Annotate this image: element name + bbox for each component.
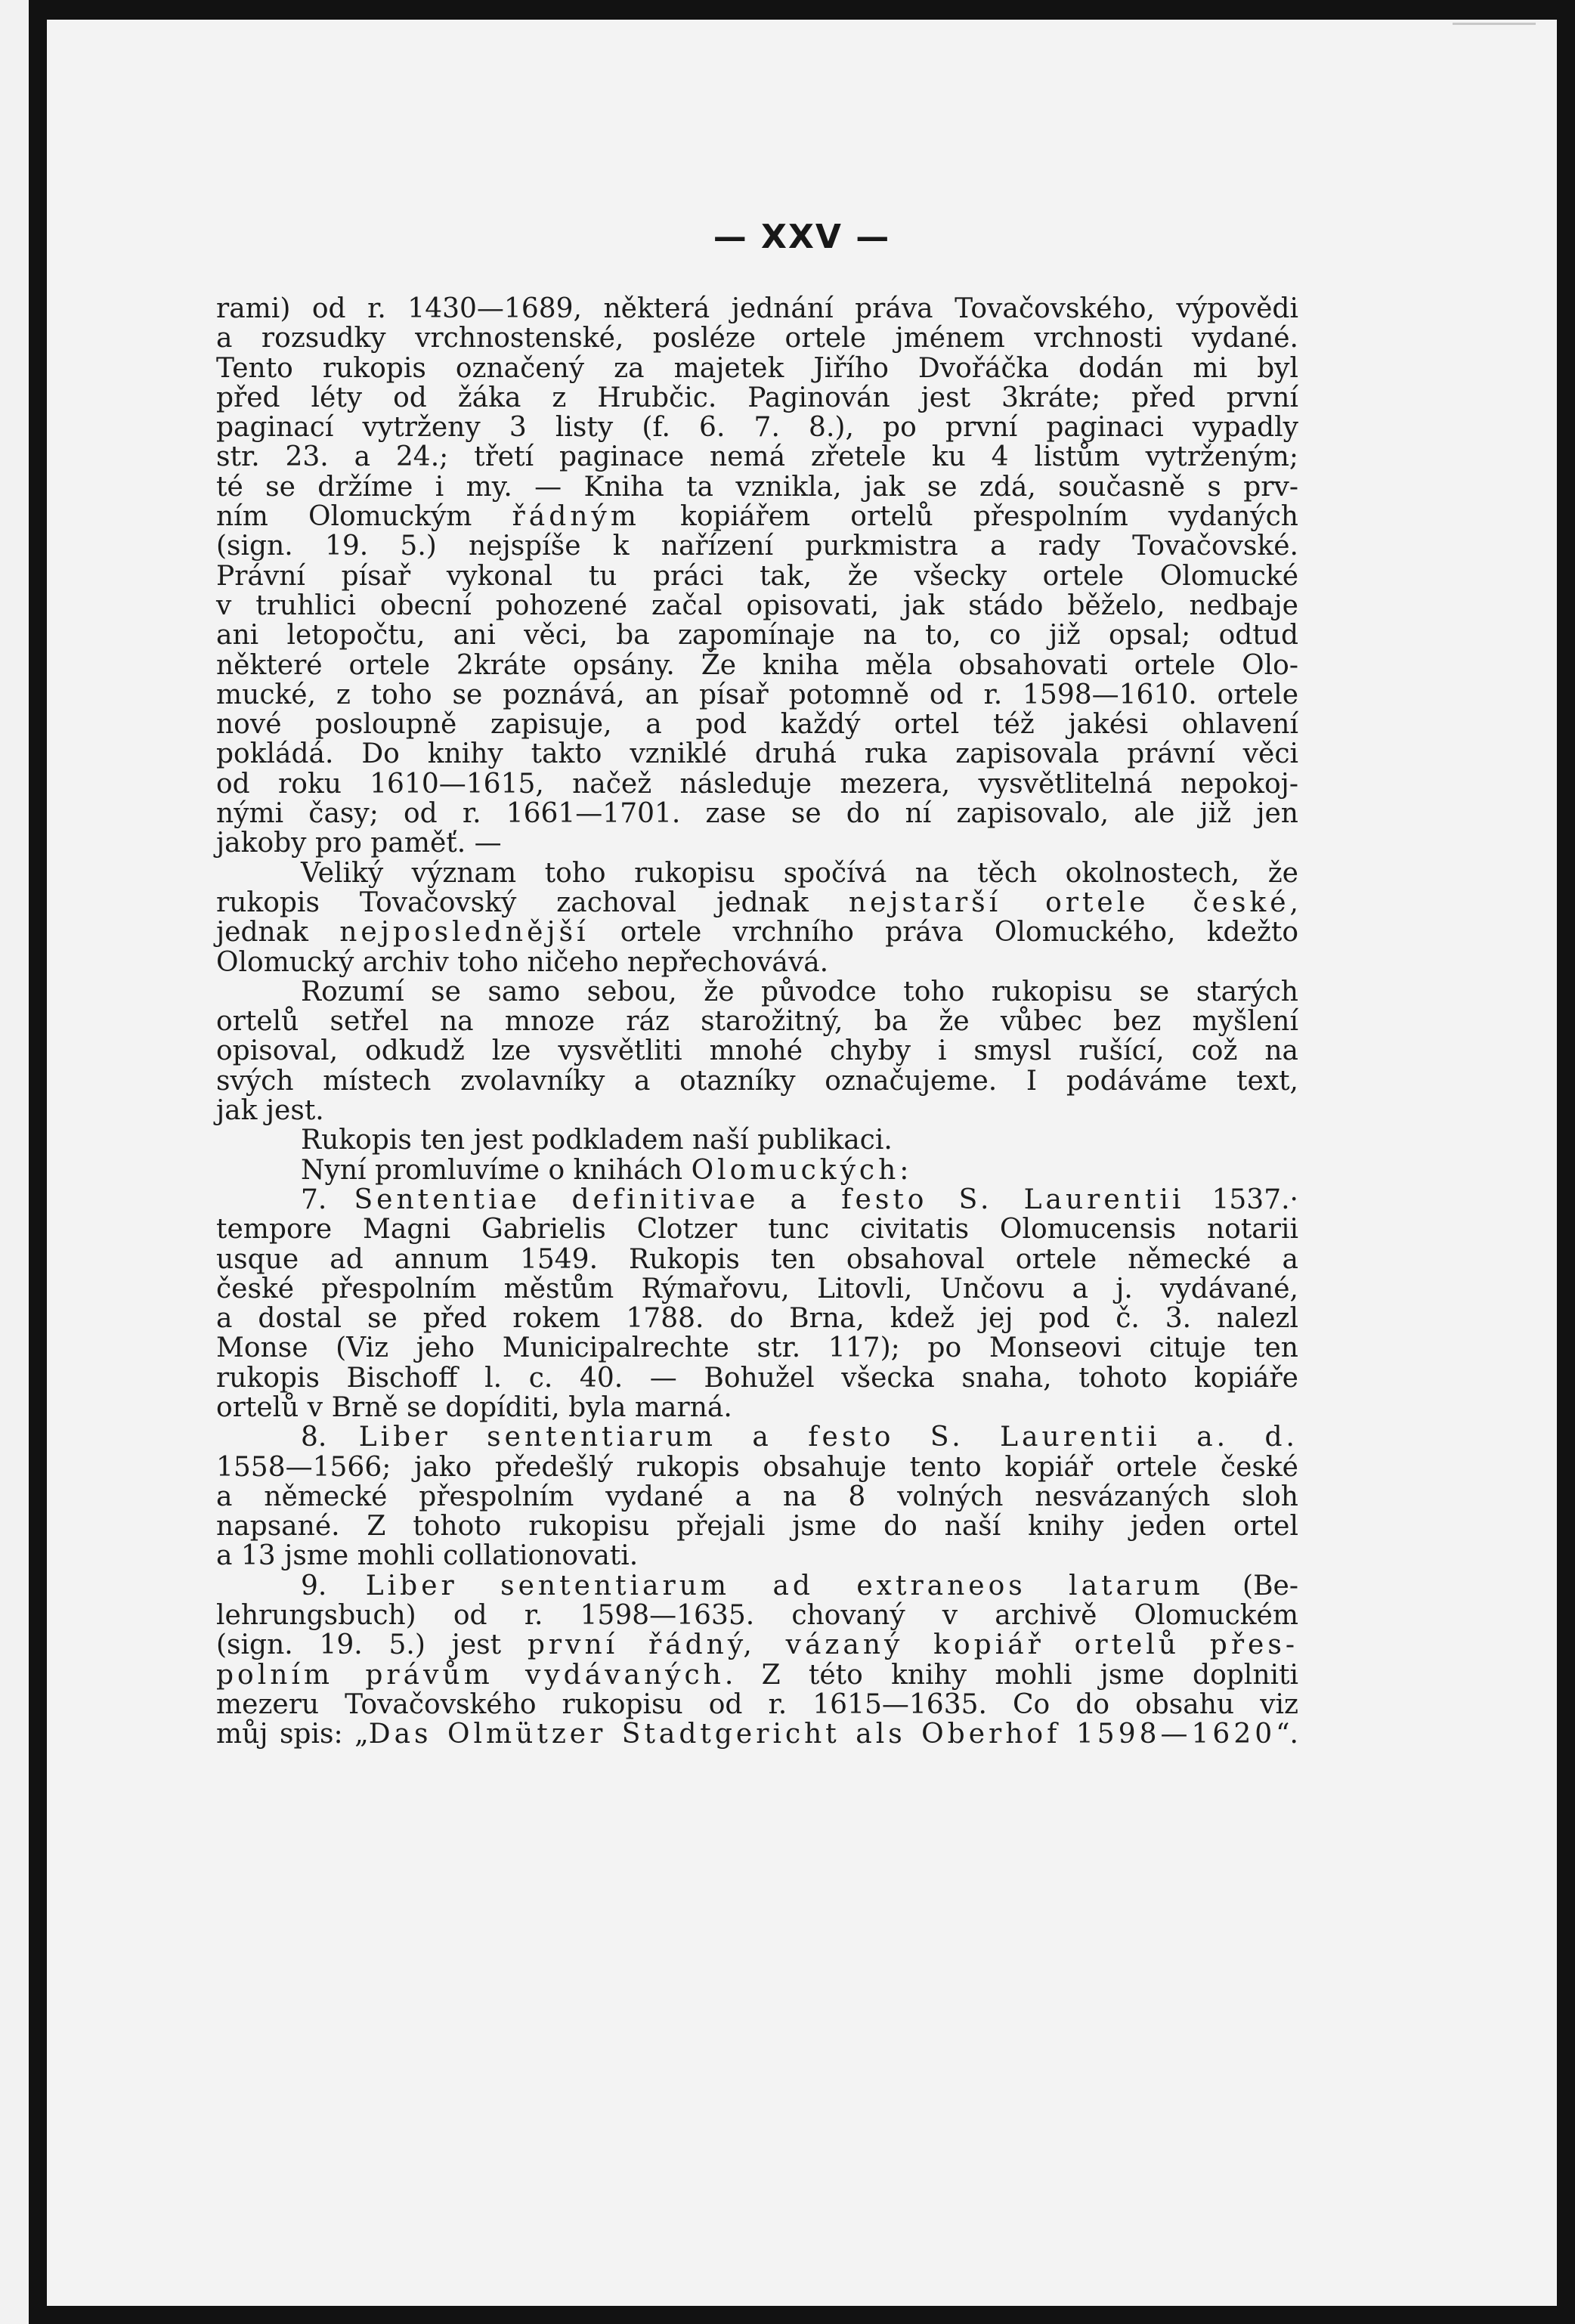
text-line: ortelů v Brně se dopíditi, byla marná. [216, 1391, 732, 1423]
text-line: a rozsudky vrchnostenské, posléze ortele jménem vrchnosti vydané. [216, 323, 1298, 354]
page-number: — XXV — [713, 218, 891, 256]
text-line: Rukopis ten jest podkladem naší publikaci. [301, 1125, 893, 1156]
text-run: Nyní promluvíme o knihách [301, 1154, 692, 1186]
spaced-emphasis: Olomuckých [691, 1154, 900, 1186]
text-line: tempore Magni Gabrielis Clotzer tunc civitatis Olomucensis notarii [216, 1214, 1298, 1246]
text-line: opisoval, odkudž lze vysvětliti mnohé chyby i smysl rušící, což na [216, 1035, 1298, 1067]
spaced-emphasis: nejstarší ortele české [848, 887, 1290, 918]
text-line [216, 1719, 1298, 1749]
text-line [216, 1185, 1298, 1215]
text-run: “. [1276, 1719, 1298, 1750]
text-line [216, 1571, 1298, 1601]
text-line [216, 888, 1298, 918]
text-line: a 13 jsme mohli collationovati. [216, 1540, 639, 1572]
text-line: od roku 1610—1615, načež následuje mezera, vysvětlitelná nepokoj- [216, 768, 1298, 800]
text-line: napsané. Z tohoto rukopisu přejali jsme do naší knihy jeden ortel [216, 1511, 1298, 1543]
text-line [216, 1422, 1298, 1452]
text-line: mezeru Tovačovského rukopisu od r. 1615—1635. Co do obsahu viz [216, 1688, 1298, 1720]
text-line: nové posloupně zapisuje, a pod každý ortel též jakési ohlavení [216, 709, 1298, 741]
text-run: . Z této knihy mohli jsme doplniti [724, 1659, 1298, 1691]
text-line: před léty od žáka z Hrubčic. Paginován jest 3kráte; před první [216, 382, 1298, 413]
text-run: 8. [301, 1422, 359, 1453]
text-line [216, 1630, 1298, 1660]
text-line: v truhlici obecní pohozené začal opisovati, jak stádo běželo, nedbaje [216, 590, 1298, 621]
left-page-edge [0, 0, 29, 2324]
body-text [216, 294, 1298, 1750]
spaced-emphasis: řádným [512, 501, 640, 533]
book-page [47, 20, 1557, 2306]
text-run: (sign. 19. 5.) jest [216, 1629, 528, 1661]
text-line: Právní písař vykonal tu práci tak, že všecky ortele Olomucké [216, 560, 1298, 592]
text-line: rami) od r. 1430—1689, některá jednání práva Tovačovského, výpovědi [216, 293, 1298, 324]
text-run: 7. [301, 1184, 354, 1215]
text-line: nými časy; od r. 1661—1701. zase se do ní zapisovalo, ale již jen [216, 798, 1298, 830]
text-run: kopiářem ortelů přespolním vydaných [639, 501, 1298, 533]
text-line: svých místech zvolavníky a otazníky označujeme. I podáváme text, [216, 1065, 1298, 1097]
text-line: jakoby pro paměť. — [216, 828, 502, 859]
spaced-emphasis: Sententiae definitivae a festo S. Laurentii [354, 1184, 1185, 1215]
text-line: (sign. 19. 5.) nejspíše k nařízení purkmistra a rady Tovačovské. [216, 531, 1298, 562]
spaced-emphasis: polním právům vydávaných [216, 1659, 725, 1691]
text-line [216, 1156, 1298, 1185]
text-run: jednak [216, 917, 340, 948]
text-run: , [1289, 887, 1298, 918]
spaced-emphasis: první řádný, vázaný kopiář ortelů přes- [527, 1629, 1298, 1661]
text-line: a dostal se před rokem 1788. do Brna, kdež jej pod č. 3. nalezl [216, 1303, 1298, 1335]
text-run: ortele vrchního práva Olomuckého, kdežto [589, 917, 1298, 948]
text-line: Veliký význam toho rukopisu spočívá na těch okolnostech, že [301, 857, 1298, 889]
text-line [216, 1660, 1298, 1690]
text-run: můj spis: „ [216, 1719, 369, 1750]
text-line: mucké, z toho se poznává, an písař potomně od r. 1598—1610. ortele [216, 679, 1298, 710]
text-line [216, 502, 1298, 531]
text-line: usque ad annum 1549. Rukopis ten obsahoval ortele německé a [216, 1243, 1298, 1275]
text-run: rukopis Tovačovský zachoval jednak [216, 887, 849, 918]
text-line: české přespolním městům Rýmařovu, Litovli, Unčovu a j. vydávané, [216, 1273, 1298, 1304]
text-line: rukopis Bischoff l. c. 40. — Bohužel všecka snaha, tohoto kopiáře [216, 1362, 1298, 1394]
page-edge-mark [1453, 23, 1536, 25]
text-run: (Be- [1203, 1570, 1298, 1601]
text-line: lehrungsbuch) od r. 1598—1635. chovaný v archivě Olomuckém [216, 1600, 1298, 1632]
text-line: paginací vytrženy 3 listy (f. 6. 7. 8.), po první paginaci vypadly [216, 412, 1298, 444]
text-line: Rozumí se samo sebou, že původce toho rukopisu se starých [301, 976, 1298, 1007]
spaced-emphasis: Liber sententiarum ad extraneos latarum [365, 1570, 1204, 1601]
text-run: 9. [301, 1570, 366, 1601]
text-line: některé ortele 2kráte opsány. Že kniha měla obsahovati ortele Olo- [216, 649, 1298, 681]
text-line: té se držíme i my. — Kniha ta vznikla, jak se zdá, současně s prv- [216, 471, 1298, 503]
text-run: : [899, 1154, 909, 1186]
text-line: Monse (Viz jeho Municipalrechte str. 117); po Monseovi cituje ten [216, 1332, 1298, 1364]
text-line [216, 918, 1298, 947]
text-line: Olomucký archiv toho ničeho nepřechovává. [216, 946, 829, 978]
text-run: ním Olomuckým [216, 501, 512, 533]
spaced-emphasis: Liber sententiarum a festo S. Laurentii a. d. [358, 1422, 1298, 1453]
text-line: jak jest. [216, 1095, 324, 1127]
text-line: str. 23. a 24.; třetí paginace nemá zřetele ku 4 listům vytrženým; [216, 441, 1298, 473]
text-line: ortelů setřel na mnoze ráz starožitný, ba že vůbec bez myšlení [216, 1006, 1298, 1038]
text-line: a německé přespolním vydané a na 8 volných nesvázaných sloh [216, 1481, 1298, 1512]
text-run: 1537.· [1184, 1184, 1298, 1215]
spaced-emphasis: nejposlednější [339, 917, 589, 948]
spaced-emphasis: Das Olmützer Stadtgericht als Oberhof 1598—1620 [368, 1719, 1276, 1750]
text-line: 1558—1566; jako předešlý rukopis obsahuje tento kopiář ortele české [216, 1451, 1298, 1483]
text-line: ani letopočtu, ani věci, ba zapomínaje na to, co již opsal; odtud [216, 620, 1298, 651]
text-line: Tento rukopis označený za majetek Jiřího Dvořáčka dodán mi byl [216, 352, 1298, 384]
text-line: pokládá. Do knihy takto vzniklé druhá ruka zapisovala právní věci [216, 738, 1298, 770]
